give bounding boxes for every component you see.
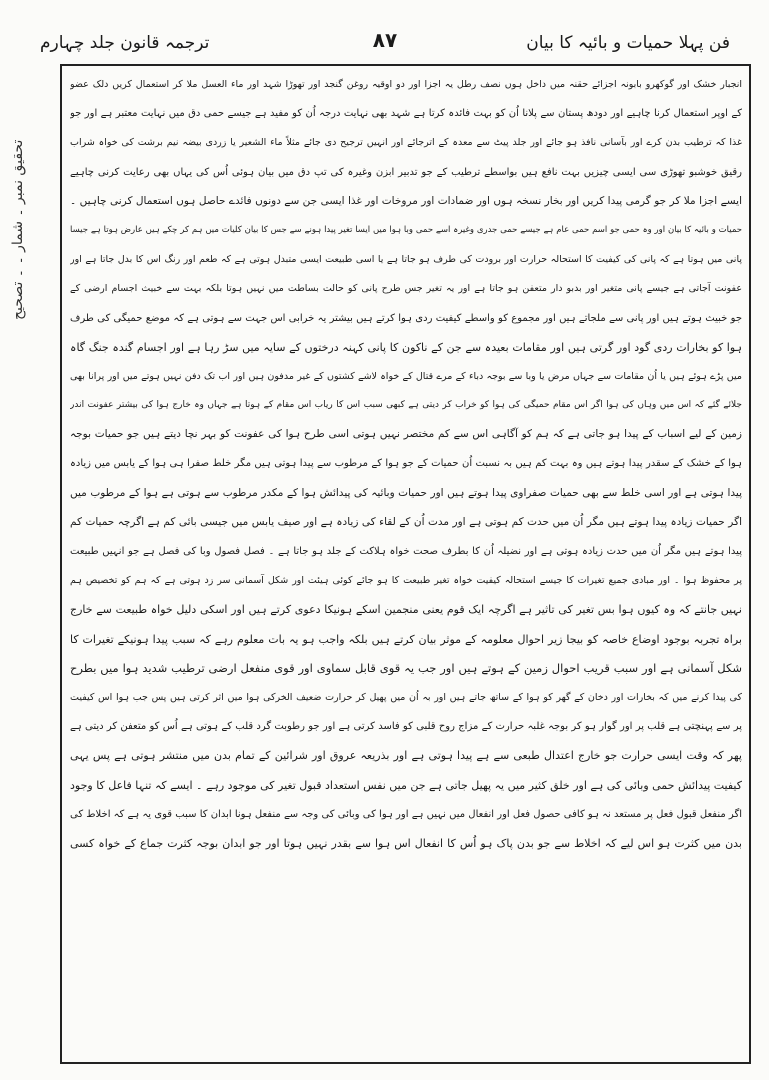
text-line: کی پیدا کرنے میں کہ بخارات اور دخان کے گھر کو ہوا کے ساتھ جاتے ہیں اور بہ اُن میں پھیل کر حرارت ضعیف الخرکی ہوا میں اثر کرتی ہیں پس جب ہوا اس کیفیت — [70, 691, 742, 703]
text-line: بدن میں کثرت ہو اس لیے کہ اخلاط سے جو بدن پاک ہو اُس کا انفعال اس ہوا سے بقدر نہیں ہوتا اور جو ابدان بوجہ کثرت جماع کے خواہ کسی — [70, 836, 742, 850]
text-line: جو خبیث ہوتے ہیں اور پانی سے ملجاتے ہیں اور مجموع کو واسطے کیفیت ردی ہوا کرتے ہیں بیشتر یہ خرابی اس جہت سے ہوتی ہے کہ موضع حمیگی کی طرف — [70, 312, 742, 324]
text-line: پیدا ہوتے ہیں مگر اُن میں حدت زیادہ ہوتی ہے اور نضیلہ اُن کا بطرف صحت خواہ ہلاکت کے جلد ہو جاتا ہے ۔ فصل فصول وبا کی فصل ہے جو انہیں طبیعت — [70, 546, 742, 557]
text-line: جلائے گئے کہ اس میں وہاں کی ہوا اگر اس مقام حمیگی کی ہوا کو خراب کر دیتی ہے کبھی سبب اس کا ریاب اس مقام کے ہوتا ہے جہاں وہ خارج ہوا کی بیشتر عفونت اندر — [70, 400, 742, 411]
text-line: کے اوپر استعمال کرنا چاہیے اور دودھ پستان سے پلانا اُن کو بہت فائدہ کرتا ہے شہد بھی نہایت درجہ اُن کو مفید ہے جیسے حمی دق میں نہایت معتبر ہے اور جو — [70, 108, 742, 120]
text-line: پر محفوظ ہوا ۔ اور مبادی جمیع تغیرات کا جیسے استحالہ کیفیت خواہ تغیر طبیعت کا ہو جائے کوئی ہیئت اور شکل آسمانی سر زد ہوتی ہے کہ ہم کو تخصیص ہم — [70, 575, 742, 587]
book-title: ترجمہ قانون جلد چہارم — [40, 33, 210, 53]
text-line: پھر کہ وقت ایسی حرارت جو خارج اعتدال طبعی سے ہے پیدا ہوتی ہے اور بذریعہ عروق اور شرائین کے تمام بدن میں منتشر ہوتی ہے پس یہی — [70, 749, 742, 763]
text-line: نہیں جانتے کہ وہ کیوں ہوا بس تغیر کی تاثیر ہے اگرچہ ایک قوم یعنی منجمین اسکے ہونیکا دعوی کرتے ہیں اور اسکی دلیل خواہ طبیعت سے خارج — [70, 603, 742, 617]
margin-note: تحقیق نمبر ۔ شمار ۔ ۔ تصحیح — [10, 139, 26, 320]
text-line: عفونت آجاتی ہے جیسے پانی متغیر اور بدبو دار متعفن ہو جاتا ہے اور یہ تغیر جس طرح پانی کو حالت بساطت میں نہیں ہوتا بلکہ بہت سے خبیث اجسام ارضی کے — [70, 283, 742, 295]
page-header — [40, 28, 730, 62]
text-line: زمین کے لیے اسباب کے پیدا ہو جاتی ہے کہ ہم کو آگاہی اس سے کم مختصر نہیں ہوتی اسی طرح ہوا کی عفونت کو بہر نچا دیتے ہیں جو حمیات بوجہ — [70, 428, 742, 441]
chapter-title: فن پہلا حمیات و بائیہ کا بیان — [526, 33, 730, 53]
page-number: ۸۷ — [372, 28, 398, 52]
text-line: میں پڑے ہوئے ہیں یا اُن مقامات سے جہاں مرض یا وبا سے بوجہ دباء کے مرے قتال کے خواہ لاشے کشتوں کے غیر مدفون ہیں اور اب تک دفن نہیں ہوتے میں اور پرانا بھی — [70, 370, 742, 382]
text-line: پیدا ہوتی ہے اور اسی خلط سے بھی حمیات صفراوی پیدا ہوتے ہیں اور حمیات وبائیہ کی پیدائش ہوا کے مکدر مرطوب سے ہوتی ہے ہوا کے مرطوب میں — [70, 486, 742, 499]
text-line: غذا کہ ترطیب بدن کرے اور بآسانی نافذ ہو جائے اور جلد پیٹ سے معدہ کے اترجائے اور انہیں ترجیح دی جائے مثلاً ماء الشعیر یا زردی بیضہ نیم برشت کی خواہ شراب — [70, 137, 742, 149]
text-line: پانی میں ہوتا ہے کہ پانی کی کیفیت کا استحالہ حرارت اور برودت کی طرف ہو جاتا ہے یا اسی طبیعت ایسی متبدل ہوتی ہے کہ طعم اور رنگ اس کا بدل جاتا ہے اور — [70, 254, 742, 266]
text-line: پر سے پہنچتی ہے قلب پر اور گوار ہو کر بوجہ غلبہ حرارت کے مزاج روح قلبی کو فاسد کرتی ہے اور جو رطوبت گرد قلب کے ہوتی ہے اُس کو متعفن کر دیتی ہے — [70, 721, 742, 733]
text-line: ہوا کے خشک کے سقدر پیدا ہوتے ہیں وہ بہت کم ہیں بہ نسبت اُن حمیات کے جو ہوا کے مرطوب سے پیدا ہوتی ہیں مگر خلط صفرا ہی ہوا کے یابس میں زیادہ — [70, 458, 742, 470]
text-line: شکل آسمانی ہے اور سبب قریب احوال زمین کے ہوتے ہیں اور جب یہ قوی قابل سماوی اور قوی منفعل ارضی ترطیب شدید ہوا میں بطرح — [70, 660, 742, 675]
text-line: اگر حمیات زیادہ پیدا ہوتے ہیں مگر اُن میں حدت کم ہوتی ہے اور مدت اُن کے لقاء کی زیادہ ہے اور صیف یابس میں جیسی بائی کم ہے اگرچہ حمیات کم — [70, 515, 742, 528]
body-text — [70, 70, 742, 858]
text-line: براہ تجربہ بوجود اوضاع خاصہ کو بیجا زیر احوال معلومہ کے موثر بیان کرتے ہیں بلکہ واجب ہو یہ بات معلوم رہے کہ سبب پیدا ہونیکے تغیرات کا — [70, 632, 742, 646]
text-line: ایسے اجزا ملا کر جو گرمی پیدا کریں اور بخار نسخہ ہوں اور ضمادات اور مروخات اور غذا ایسی جن سے دونوں فائدے حاصل ہوں استعمال کرنی چاہیں ۔ — [70, 194, 742, 207]
text-line: انجبار خشک اور گوکھرو بابونہ اجزائے حقنہ میں داخل ہوں نصف رطل یہ اجزا اور دو اوقیہ روغن گنجد اور تھوڑا شہد اور ماء العسل ملا کر استعمال کریں دلک عضو — [70, 79, 742, 90]
text-line: اگر منفعل قبول فعل پر مستعد نہ ہو کافی حصول فعل اور انفعال میں نہیں ہے اور ہوا کی وبائی کی وجہ سے منفعل ہونا ابدان کا سبب قوی یہ ہے کہ اخلاط کی — [70, 808, 742, 820]
text-line: کیفیت پیدائش حمی وبائی کی ہے اور خلق کثیر میں یہ پھیل جاتی ہے جن میں نفس استعداد قبول تغیر کی موجود رہے ۔ ایسے کہ تنہا فاعل کا وجود — [70, 778, 742, 792]
text-line: رقیق خوشبو تھوڑی سی ایسی چیزیں بہت نافع ہیں بواسطے ترطیب کے جو تدبیر ابزن وغیرہ کی تپ دق میں بیان ہوئی اُس کی یہاں بھی رعایت کرنی چاہیے — [70, 166, 742, 178]
text-line: ہوا کو بخارات ردی گود اور گرتی ہیں اور مقامات بعیدہ سے جن کے ناکون کا پانی کہنہ درختوں کے سایہ میں سڑ رہا ہے اور اجسام گندہ جنگ گاہ — [70, 340, 742, 354]
text-line: حمیات و بائیہ کا بیان اور وہ حمی جو اسم حمی عام ہے جیسے حمی جدری وغیرہ اسے حمی وبا ہوا میں ایسا تغیر پیدا ہونے سے جس کا بیان کلیات میں ہم کر چکے ہیں عارض ہوتا ہے جیسا — [70, 224, 742, 235]
